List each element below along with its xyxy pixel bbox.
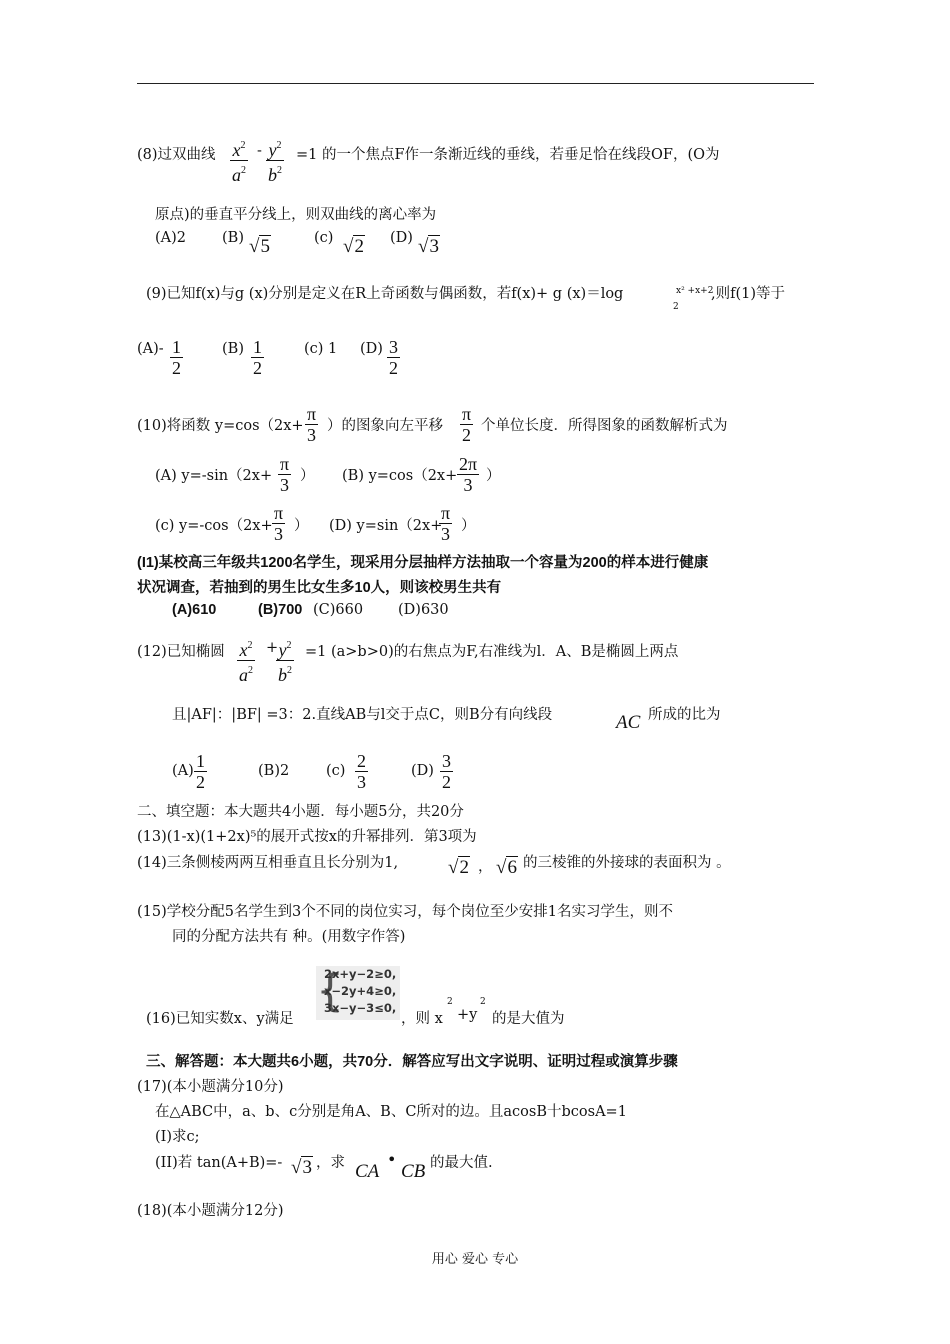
q16-tail2: +y (457, 1007, 478, 1023)
q17-part-i: (I)求c; (155, 1129, 200, 1145)
header-rule (137, 83, 814, 84)
q12-option-d: (D) (411, 763, 434, 779)
q18-head: (18)(本小题满分12分) (137, 1203, 284, 1219)
q14-text: (14)三条侧棱两两互相垂直且长分别为1, (137, 855, 399, 871)
q17-body: 在△ABC中，a、b、c分别是角A、B、C所对的边。且acosB十bcosA=1 (155, 1104, 627, 1120)
q10-close-a: ） (300, 468, 315, 484)
q10-frac-b: $\frac{2\pi}{3}$ (459, 454, 478, 495)
q12-frac-c: $\frac{2}{3}$ (357, 751, 366, 792)
section2-heading: 二、填空题：本大题共4小题．每小题5分，共20分 (137, 804, 464, 820)
q8-frac-x2-a2: $\frac{x^2}{a^2}$ (232, 140, 246, 185)
q10-part3: 个单位长度．所得图象的函数解析式为 (481, 418, 728, 434)
q12-tail: 所成的比为 (648, 707, 721, 723)
page-footer: 用心 爱心 专心 (431, 1252, 519, 1267)
q10-frac-a: $\frac{\pi}{3}$ (280, 454, 290, 495)
section3-heading: 三、解答题：本大题共6小题，共70分．解答应写出文字说明、证明过程或演算步骤 (146, 1054, 678, 1070)
q8-option-b: (B) (222, 230, 244, 246)
q17-head: (17)(本小题满分10分) (137, 1079, 284, 1095)
q17-vector-cb: CB (401, 1161, 426, 1182)
q10-close-b: ） (486, 468, 501, 484)
q10-option-a: (A) y=-sin（2x+ (155, 468, 273, 484)
q8-sqrt2: √2 (343, 236, 364, 257)
q10-frac-pi2: $\frac{\pi}{2}$ (462, 404, 472, 445)
q8-sqrt5: √5 (249, 236, 270, 257)
q11-option-c: (C)660 (313, 602, 364, 618)
q8-option-d: (D) (390, 230, 413, 246)
q10-part1: (10)将函数 y=cos（2x+ (137, 418, 304, 434)
q14-sqrt6: √6 (496, 857, 517, 878)
q11-option-d: (D)630 (398, 602, 449, 618)
q17-part-ii: (II)若 tan(A+B)=- (155, 1155, 283, 1171)
q9-log-arg: x² +x+2 (676, 286, 714, 296)
q9-text: (9)已知f(x)与g (x)分别是定义在R上奇函数与偶函数，若f(x)+ g (x)＝log (146, 286, 624, 302)
q16-tail3: 的是大值为 (492, 1011, 565, 1027)
q8-suffix: =1 的一个焦点F作一条渐近线的垂线，若垂足恰在线段OF，(O为 (296, 147, 720, 163)
q8-frac-y2-b2: $\frac{y^2}{b^2}$ (268, 140, 282, 185)
q17-sqrt3: √3 (291, 1157, 312, 1178)
q10-option-b: (B) y=cos（2x+ (342, 468, 458, 484)
q9-frac-d: $\frac{3}{2}$ (389, 337, 398, 378)
q10-frac-d: $\frac{\pi}{3}$ (441, 503, 451, 544)
q14-comma: ， (478, 859, 493, 875)
q16-inequality-system: { 2x+y−2≥0, x−2y+4≥0, 3x−y−3≤0, (316, 966, 400, 1020)
q12-line2: 且|AF|：|BF| =3：2.直线AB与l交于点C，则B分有向线段 (172, 707, 553, 723)
q16-sup-x: 2 (447, 997, 453, 1007)
q8-sqrt3: √3 (418, 236, 439, 257)
q10-option-c: (c) y=-cos（2x+ (155, 518, 273, 534)
q12-frac-a: $\frac{1}{2}$ (196, 751, 205, 792)
q15-line1: (15)学校分配5名学生到3个不同的岗位实习，每个岗位至少安排1名实习学生，则不 (137, 904, 673, 920)
q11-line1: (I1)某校高三年级共1200名学生，现采用分层抽样方法抽取一个容量为200的样本进行健康 (137, 555, 709, 571)
q10-option-d: (D) y=sin（2x+ (329, 518, 443, 534)
q9-log-base: 2 (673, 302, 679, 312)
q8-minus: - (257, 143, 262, 159)
q11-option-a: (A)610 (172, 602, 217, 618)
q17-mid: ，求 (316, 1155, 345, 1171)
q9-tail: ,则f(1)等于 (711, 286, 786, 302)
q8-option-c: (c) (314, 230, 334, 246)
q11-option-b: (B)700 (258, 602, 303, 618)
q9-frac-a: $\frac{1}{2}$ (172, 337, 181, 378)
q17-dot: • (387, 1150, 397, 1169)
q8-prefix: (8)过双曲线 (137, 147, 216, 163)
q9-frac-b: $\frac{1}{2}$ (253, 337, 262, 378)
q10-close-c: ） (294, 518, 309, 534)
q12-suffix: =1 (a>b>0)的右焦点为F,右准线为l．A、B是椭圆上两点 (305, 644, 679, 660)
q12-frac-y2-b2: $\frac{y^2}{b^2}$ (278, 640, 292, 685)
q9-option-b: (B) (222, 341, 244, 357)
q14-sqrt2: √2 (448, 857, 469, 878)
q17-tail: 的最大值. (430, 1155, 493, 1171)
q9-option-a: (A)- (137, 341, 164, 357)
q9-option-d: (D) (360, 341, 383, 357)
q12-prefix: (12)已知椭圆 (137, 644, 225, 660)
q16-tail1: ，则 x (401, 1011, 443, 1027)
q14-tail: 的三棱锥的外接球的表面积为 。 (523, 855, 731, 871)
brace-icon: { (316, 965, 344, 1016)
q17-vector-ca: CA (355, 1161, 380, 1182)
q12-option-b: (B)2 (258, 763, 290, 779)
q12-frac-x2-a2: $\frac{x^2}{a^2}$ (239, 640, 253, 685)
q10-close-d: ） (461, 518, 476, 534)
q12-option-a: (A) (172, 763, 194, 779)
q16-text: (16)已知实数x、y满足 (146, 1011, 294, 1027)
q16-sup-y: 2 (480, 997, 486, 1007)
q11-line2: 状况调查，若抽到的男生比女生多10人，则该校男生共有 (137, 580, 502, 596)
q10-frac-c: $\frac{\pi}{3}$ (274, 503, 284, 544)
q15-line2: 同的分配方法共有 种。(用数字作答) (172, 929, 406, 945)
q8-option-a: (A)2 (155, 230, 187, 246)
q12-option-c: (c) (326, 763, 346, 779)
q12-frac-d: $\frac{3}{2}$ (442, 751, 451, 792)
q13-text: (13)(1-x)(1+2x)⁵的展开式按x的升幂排列．第3项为 (137, 829, 477, 845)
q10-frac-pi3: $\frac{\pi}{3}$ (307, 404, 317, 445)
q12-vector-ac: AC (616, 712, 641, 733)
q9-option-c: (c) 1 (304, 341, 338, 357)
q12-plus: + (266, 640, 279, 656)
q8-line2: 原点)的垂直平分线上，则双曲线的离心率为 (155, 207, 437, 223)
q10-part2: ）的图象向左平移 (327, 418, 443, 434)
